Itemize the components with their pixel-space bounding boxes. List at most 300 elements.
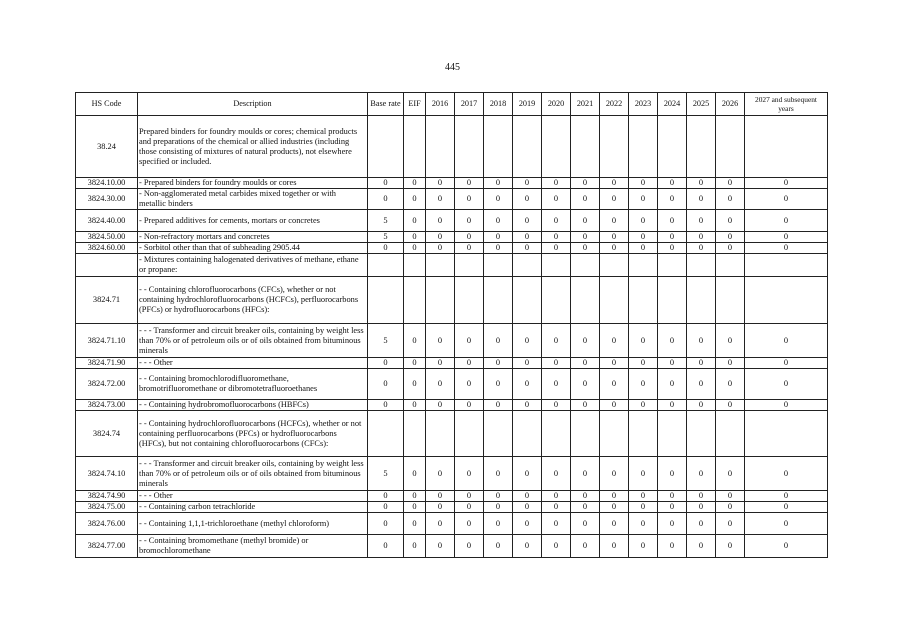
rate-cell: 0	[455, 491, 484, 502]
rate-cell: 0	[658, 243, 687, 254]
table-row	[76, 277, 828, 324]
rate-cell	[513, 411, 542, 457]
rate-cell: 0	[426, 491, 455, 502]
rate-cell: 0	[542, 232, 571, 243]
column-header: 2022	[600, 93, 629, 116]
rate-cell: 0	[426, 324, 455, 358]
hs-code-cell: 3824.74.90	[76, 491, 138, 502]
rate-cell: 0	[571, 189, 600, 210]
hs-code-cell	[76, 254, 138, 277]
rate-cell: 0	[716, 369, 745, 400]
rate-cell: 0	[542, 491, 571, 502]
rate-cell	[629, 277, 658, 324]
rate-cell: 0	[716, 232, 745, 243]
rate-cell: 0	[404, 535, 426, 558]
rate-cell	[658, 277, 687, 324]
rate-cell: 0	[658, 210, 687, 232]
hs-code-cell: 3824.40.00	[76, 210, 138, 232]
rate-cell	[716, 116, 745, 178]
rate-cell: 0	[571, 491, 600, 502]
rate-cell: 0	[658, 535, 687, 558]
rate-cell: 0	[571, 178, 600, 189]
rate-cell: 0	[658, 502, 687, 513]
rate-cell	[542, 254, 571, 277]
rate-cell: 0	[600, 502, 629, 513]
rate-cell: 0	[426, 502, 455, 513]
rate-cell: 0	[404, 358, 426, 369]
hs-code-cell: 3824.71.10	[76, 324, 138, 358]
rate-cell: 0	[658, 457, 687, 491]
rate-cell: 0	[455, 210, 484, 232]
rate-cell	[745, 277, 828, 324]
table-row	[76, 457, 828, 491]
column-header: 2027 and subsequent years	[745, 93, 828, 116]
rate-cell: 0	[571, 324, 600, 358]
rate-cell	[426, 411, 455, 457]
rate-cell	[513, 277, 542, 324]
rate-cell: 0	[404, 210, 426, 232]
rate-cell: 0	[426, 210, 455, 232]
rate-cell: 0	[484, 457, 513, 491]
hs-code-cell: 3824.72.00	[76, 369, 138, 400]
rate-cell	[455, 411, 484, 457]
rate-cell: 0	[368, 491, 404, 502]
rate-cell: 5	[368, 324, 404, 358]
description-cell: - - Containing 1,1,1-trichloroethane (methyl chloroform)	[138, 513, 368, 535]
rate-cell: 0	[404, 178, 426, 189]
rate-cell: 0	[745, 358, 828, 369]
description-cell: - - Containing bromomethane (methyl bromide) or bromochloromethane	[138, 535, 368, 558]
rate-cell: 0	[484, 535, 513, 558]
description-cell: - - - Other	[138, 491, 368, 502]
table-body	[76, 116, 828, 558]
rate-cell: 0	[716, 502, 745, 513]
rate-cell: 0	[368, 189, 404, 210]
rate-cell	[404, 277, 426, 324]
rate-cell	[571, 116, 600, 178]
table-row	[76, 502, 828, 513]
table-row	[76, 324, 828, 358]
rate-cell: 0	[745, 369, 828, 400]
rate-cell: 0	[629, 400, 658, 411]
rate-cell: 0	[745, 513, 828, 535]
rate-cell: 0	[716, 457, 745, 491]
rate-cell	[368, 277, 404, 324]
rate-cell: 0	[571, 232, 600, 243]
table-row	[76, 210, 828, 232]
description-cell: - - - Other	[138, 358, 368, 369]
rate-cell	[455, 116, 484, 178]
description-cell: - Mixtures containing halogenated derivatives of methane, ethane or propane:	[138, 254, 368, 277]
rate-cell: 0	[484, 358, 513, 369]
rate-cell: 0	[716, 491, 745, 502]
rate-cell: 0	[629, 491, 658, 502]
rate-cell: 0	[629, 189, 658, 210]
rate-cell	[455, 254, 484, 277]
table-row	[76, 535, 828, 558]
rate-cell: 0	[629, 513, 658, 535]
rate-cell	[542, 116, 571, 178]
rate-cell	[368, 116, 404, 178]
column-header: 2016	[426, 93, 455, 116]
rate-cell: 0	[687, 513, 716, 535]
description-cell: - - Containing chlorofluorocarbons (CFCs), whether or not containing hydrochlorofluorocarbons (HCFCs), perfluorocarbons (PFCs) or hydrofluorocarbons (HFCs):	[138, 277, 368, 324]
rate-cell: 0	[658, 358, 687, 369]
rate-cell: 0	[629, 178, 658, 189]
rate-cell: 0	[484, 324, 513, 358]
hs-code-cell: 3824.73.00	[76, 400, 138, 411]
rate-cell: 0	[600, 400, 629, 411]
rate-cell: 0	[716, 189, 745, 210]
rate-cell: 0	[716, 243, 745, 254]
description-cell: - - Containing carbon tetrachloride	[138, 502, 368, 513]
rate-cell: 0	[658, 178, 687, 189]
rate-cell: 0	[745, 232, 828, 243]
rate-cell	[484, 116, 513, 178]
rate-cell: 5	[368, 232, 404, 243]
rate-cell	[600, 411, 629, 457]
hs-code-cell: 3824.30.00	[76, 189, 138, 210]
rate-cell: 0	[687, 358, 716, 369]
rate-cell: 0	[368, 535, 404, 558]
rate-cell: 0	[368, 243, 404, 254]
rate-cell: 0	[716, 513, 745, 535]
column-header: 2017	[455, 93, 484, 116]
rate-cell: 0	[426, 243, 455, 254]
rate-cell: 0	[629, 457, 658, 491]
hs-code-cell: 38.24	[76, 116, 138, 178]
rate-cell: 0	[745, 189, 828, 210]
rate-cell	[716, 254, 745, 277]
rate-cell: 0	[404, 400, 426, 411]
rate-cell	[426, 254, 455, 277]
hs-code-cell: 3824.10.00	[76, 178, 138, 189]
rate-cell: 0	[600, 324, 629, 358]
column-header: HS Code	[76, 93, 138, 116]
column-header: 2018	[484, 93, 513, 116]
column-header: 2026	[716, 93, 745, 116]
rate-cell: 0	[600, 243, 629, 254]
rate-cell	[716, 411, 745, 457]
rate-cell: 0	[629, 502, 658, 513]
rate-cell: 0	[455, 535, 484, 558]
rate-cell	[687, 116, 716, 178]
rate-cell: 0	[687, 369, 716, 400]
rate-cell	[687, 277, 716, 324]
column-header: Base rate	[368, 93, 404, 116]
rate-cell: 0	[600, 535, 629, 558]
rate-cell: 0	[687, 189, 716, 210]
rate-cell	[368, 254, 404, 277]
rate-cell: 0	[484, 400, 513, 411]
rate-cell: 0	[368, 178, 404, 189]
rate-cell: 0	[368, 369, 404, 400]
rate-cell: 0	[542, 243, 571, 254]
rate-cell: 0	[658, 189, 687, 210]
hs-code-cell: 3824.77.00	[76, 535, 138, 558]
table-row	[76, 232, 828, 243]
description-cell: - Prepared binders for foundry moulds or cores	[138, 178, 368, 189]
description-cell: - - Containing bromochlorodifluoromethane, bromotrifluoromethane or dibromotetrafluoroethanes	[138, 369, 368, 400]
rate-cell: 0	[687, 210, 716, 232]
rate-cell: 0	[687, 324, 716, 358]
rate-cell: 0	[426, 457, 455, 491]
rate-cell: 0	[571, 358, 600, 369]
rate-cell: 0	[542, 178, 571, 189]
rate-cell: 0	[542, 457, 571, 491]
rate-cell: 0	[404, 369, 426, 400]
rate-cell: 0	[513, 178, 542, 189]
rate-cell: 0	[716, 358, 745, 369]
rate-cell: 0	[629, 358, 658, 369]
table-row	[76, 513, 828, 535]
table-row	[76, 254, 828, 277]
rate-cell: 0	[687, 535, 716, 558]
rate-cell: 0	[600, 369, 629, 400]
table-row	[76, 358, 828, 369]
rate-cell: 0	[571, 502, 600, 513]
rate-cell: 0	[571, 513, 600, 535]
hs-code-cell: 3824.76.00	[76, 513, 138, 535]
rate-cell: 0	[542, 535, 571, 558]
rate-cell: 0	[484, 491, 513, 502]
column-header: Description	[138, 93, 368, 116]
rate-cell	[542, 277, 571, 324]
table-row	[76, 243, 828, 254]
rate-cell: 0	[426, 358, 455, 369]
rate-cell: 0	[426, 178, 455, 189]
rate-cell	[404, 254, 426, 277]
table-row	[76, 369, 828, 400]
rate-cell: 0	[455, 457, 484, 491]
rate-cell	[404, 116, 426, 178]
rate-cell: 0	[455, 232, 484, 243]
rate-cell: 0	[745, 210, 828, 232]
rate-cell: 0	[513, 400, 542, 411]
rate-cell: 0	[455, 400, 484, 411]
rate-cell: 0	[404, 324, 426, 358]
rate-cell: 0	[629, 232, 658, 243]
rate-cell: 0	[542, 369, 571, 400]
rate-cell: 0	[687, 232, 716, 243]
column-header: 2023	[629, 93, 658, 116]
rate-cell: 0	[484, 189, 513, 210]
hs-code-cell: 3824.71	[76, 277, 138, 324]
rate-cell: 0	[716, 535, 745, 558]
rate-cell: 0	[629, 243, 658, 254]
rate-cell: 0	[484, 243, 513, 254]
rate-cell: 0	[484, 232, 513, 243]
rate-cell: 0	[455, 324, 484, 358]
rate-cell: 0	[455, 178, 484, 189]
rate-cell: 0	[745, 502, 828, 513]
description-cell: - - Containing hydrobromofluorocarbons (HBFCs)	[138, 400, 368, 411]
rate-cell	[484, 254, 513, 277]
description-cell: - Non-agglomerated metal carbides mixed together or with metallic binders	[138, 189, 368, 210]
hs-code-cell: 3824.60.00	[76, 243, 138, 254]
rate-cell: 0	[455, 243, 484, 254]
rate-cell	[687, 411, 716, 457]
rate-cell: 0	[484, 369, 513, 400]
column-header: 2025	[687, 93, 716, 116]
rate-cell: 0	[687, 502, 716, 513]
rate-cell	[600, 116, 629, 178]
rate-cell: 0	[542, 324, 571, 358]
rate-cell: 0	[571, 210, 600, 232]
rate-cell: 0	[629, 535, 658, 558]
rate-cell: 0	[600, 457, 629, 491]
rate-cell: 0	[368, 513, 404, 535]
rate-cell: 0	[513, 210, 542, 232]
rate-cell	[484, 277, 513, 324]
rate-cell: 0	[687, 178, 716, 189]
rate-cell: 0	[542, 189, 571, 210]
rate-cell: 0	[716, 210, 745, 232]
rate-cell: 0	[600, 210, 629, 232]
rate-cell	[513, 254, 542, 277]
rate-cell: 0	[745, 535, 828, 558]
rate-cell	[687, 254, 716, 277]
rate-cell: 0	[571, 400, 600, 411]
rate-cell: 0	[571, 457, 600, 491]
rate-cell: 0	[513, 502, 542, 513]
rate-cell: 0	[687, 400, 716, 411]
rate-cell: 0	[687, 457, 716, 491]
rate-cell: 0	[629, 210, 658, 232]
rate-cell	[716, 277, 745, 324]
rate-cell: 0	[745, 178, 828, 189]
rate-cell: 0	[455, 358, 484, 369]
rate-cell: 0	[513, 232, 542, 243]
rate-cell: 0	[571, 369, 600, 400]
rate-cell: 0	[658, 369, 687, 400]
table-row	[76, 411, 828, 457]
table-row	[76, 400, 828, 411]
description-cell: - Sorbitol other than that of subheading 2905.44	[138, 243, 368, 254]
rate-cell: 0	[368, 358, 404, 369]
rate-cell: 0	[745, 400, 828, 411]
rate-cell	[745, 254, 828, 277]
rate-cell: 0	[716, 324, 745, 358]
rate-cell	[600, 254, 629, 277]
rate-cell	[368, 411, 404, 457]
rate-cell: 0	[455, 513, 484, 535]
rate-cell	[542, 411, 571, 457]
rate-cell: 0	[745, 457, 828, 491]
rate-cell: 0	[513, 369, 542, 400]
rate-cell	[484, 411, 513, 457]
rate-cell: 0	[658, 491, 687, 502]
rate-cell: 0	[484, 502, 513, 513]
rate-cell	[629, 411, 658, 457]
rate-cell: 0	[404, 491, 426, 502]
rate-cell: 0	[571, 243, 600, 254]
description-cell: - Prepared additives for cements, mortars or concretes	[138, 210, 368, 232]
rate-cell: 0	[484, 210, 513, 232]
column-header: 2020	[542, 93, 571, 116]
rate-cell: 0	[600, 189, 629, 210]
rate-cell: 0	[658, 232, 687, 243]
rate-cell: 0	[513, 243, 542, 254]
rate-cell	[404, 411, 426, 457]
rate-cell: 0	[600, 491, 629, 502]
rate-cell	[745, 411, 828, 457]
rate-cell: 0	[513, 513, 542, 535]
rate-cell: 0	[658, 324, 687, 358]
rate-cell: 0	[513, 324, 542, 358]
rate-cell	[658, 116, 687, 178]
rate-cell: 0	[426, 535, 455, 558]
rate-cell: 5	[368, 457, 404, 491]
hs-code-cell: 3824.74.10	[76, 457, 138, 491]
rate-cell: 0	[513, 189, 542, 210]
rate-cell: 0	[542, 513, 571, 535]
rate-cell	[658, 411, 687, 457]
rate-cell: 0	[513, 491, 542, 502]
description-cell: Prepared binders for foundry moulds or cores; chemical products and preparations of the chemical or allied industries (including those consisting of mixtures of natural products), not elsewhere specified or included.	[138, 116, 368, 178]
rate-cell: 0	[716, 178, 745, 189]
rate-cell: 0	[426, 400, 455, 411]
rate-cell: 0	[455, 502, 484, 513]
rate-cell: 0	[716, 400, 745, 411]
rate-cell: 0	[484, 178, 513, 189]
rate-cell: 0	[426, 232, 455, 243]
description-cell: - - Containing hydrochlorofluorocarbons (HCFCs), whether or not containing perfluorocarbons (PFCs) or hydrofluorocarbons (HFCs), but not containing chlorofluorocarbons (CFCs):	[138, 411, 368, 457]
description-cell: - - - Transformer and circuit breaker oils, containing by weight less than 70% or of petroleum oils or of oils obtained from bituminous minerals	[138, 457, 368, 491]
rate-cell: 0	[368, 502, 404, 513]
rate-cell: 0	[600, 232, 629, 243]
rate-cell: 0	[600, 178, 629, 189]
rate-cell: 0	[455, 189, 484, 210]
rate-cell: 0	[745, 324, 828, 358]
table-row	[76, 178, 828, 189]
rate-cell: 0	[542, 358, 571, 369]
rate-cell: 0	[600, 358, 629, 369]
rate-cell: 0	[687, 243, 716, 254]
hs-code-cell: 3824.71.90	[76, 358, 138, 369]
hs-code-cell: 3824.75.00	[76, 502, 138, 513]
rate-cell	[571, 277, 600, 324]
rate-cell: 0	[658, 400, 687, 411]
rate-cell: 0	[404, 243, 426, 254]
rate-cell	[629, 116, 658, 178]
rate-cell: 0	[629, 324, 658, 358]
rate-cell	[426, 277, 455, 324]
column-header: 2024	[658, 93, 687, 116]
rate-cell: 0	[404, 457, 426, 491]
table-row	[76, 189, 828, 210]
rate-cell: 0	[571, 535, 600, 558]
rate-cell: 0	[687, 491, 716, 502]
table-row	[76, 491, 828, 502]
rate-cell: 0	[745, 491, 828, 502]
rate-cell: 0	[368, 400, 404, 411]
rate-cell	[571, 254, 600, 277]
rate-cell: 0	[426, 189, 455, 210]
rate-cell: 0	[658, 513, 687, 535]
column-header: EIF	[404, 93, 426, 116]
table-header-row	[76, 93, 828, 116]
rate-cell: 0	[629, 369, 658, 400]
rate-cell: 0	[426, 369, 455, 400]
rate-cell	[629, 254, 658, 277]
rate-cell: 0	[426, 513, 455, 535]
column-header: 2021	[571, 93, 600, 116]
rate-cell: 0	[513, 535, 542, 558]
rate-cell	[745, 116, 828, 178]
rate-cell: 0	[542, 400, 571, 411]
rate-cell: 0	[513, 358, 542, 369]
